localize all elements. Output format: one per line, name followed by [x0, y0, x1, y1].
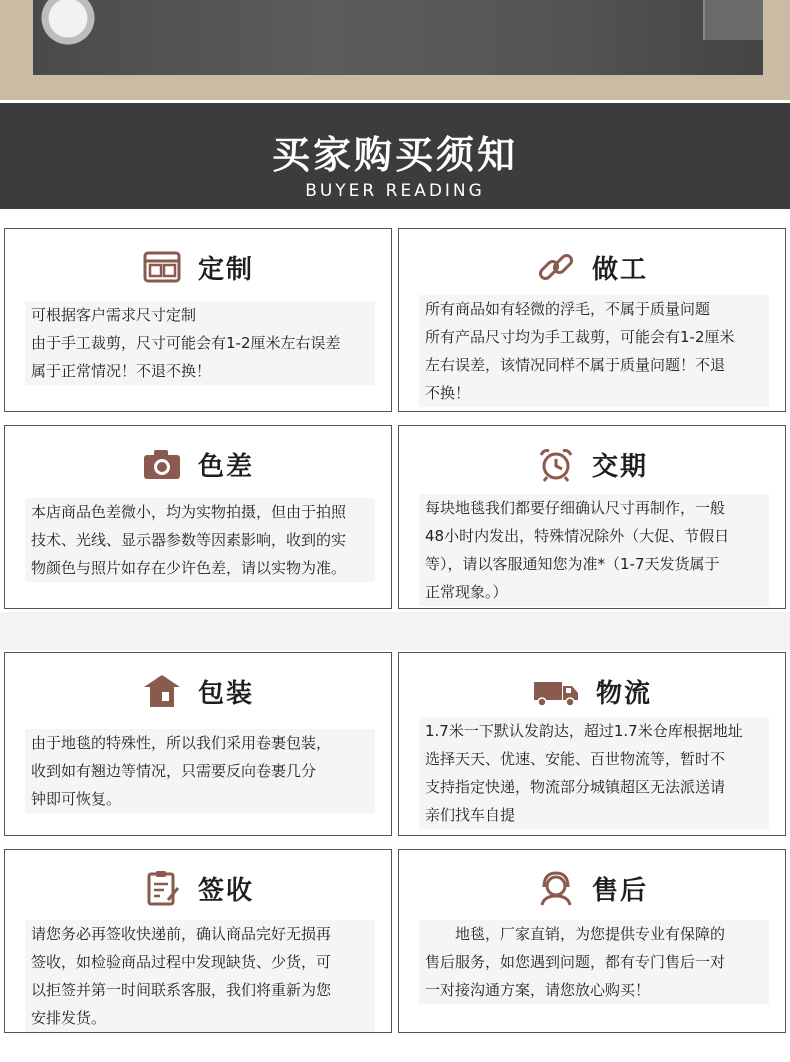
text-line: 属于正常情况！不退不换！: [31, 362, 212, 380]
text-line: 正常现象。）: [425, 583, 508, 601]
product-photo: [33, 0, 763, 75]
text-line: 收到如有翘边等情况，只需要反向卷裹几分: [31, 762, 317, 780]
card-title: 定制: [197, 254, 254, 285]
card-header: [399, 247, 785, 287]
section-divider: [0, 612, 790, 650]
package-icon: [142, 673, 182, 709]
card-logistics: [398, 652, 786, 836]
card-workmanship: [398, 228, 786, 412]
text-line: 等），请以客服通知您为准*（1-7天发货属于: [425, 555, 720, 573]
card-title: 物流: [595, 678, 652, 709]
buyer-reading-banner: [0, 103, 790, 209]
truck-icon: [532, 673, 580, 709]
text-line: 每块地毯我们都要仔细确认尺寸再制作，一般: [425, 499, 726, 517]
card-sign-for: [4, 849, 392, 1033]
card-text: [25, 498, 375, 582]
card-title: 做工: [591, 254, 648, 285]
card-text: [419, 920, 769, 1004]
banner-title: 买家购买须知: [271, 133, 518, 177]
text-line: 由于手工裁剪，尺寸可能会有1-2厘米左右误差: [31, 334, 341, 352]
text-line: 钟即可恢复。: [31, 790, 122, 808]
card-header: [5, 444, 391, 484]
door-image: [703, 0, 763, 40]
card-title: 交期: [591, 451, 648, 482]
text-line: 一对接沟通方案，请您放心购买！: [425, 981, 651, 999]
customer-service-icon: [536, 870, 576, 906]
card-header: [5, 868, 391, 908]
alarm-clock-icon: [536, 446, 576, 482]
card-after-sales: [398, 849, 786, 1033]
card-header: [399, 868, 785, 908]
card-packaging: [4, 652, 392, 836]
text-line: 亲们找车自提: [425, 806, 516, 824]
text-line: 所有商品如有轻微的浮毛，不属于质量问题: [425, 300, 711, 318]
link-icon: [536, 249, 576, 285]
card-text: [25, 920, 375, 1032]
text-line: 选择天天、优速、安能、百世物流等，暂时不: [425, 750, 726, 768]
card-header: [399, 444, 785, 484]
shoe-image: [33, 0, 103, 60]
text-line: 1.7米一下默认发韵达，超过1.7米仓库根据地址: [425, 722, 743, 740]
card-title: 色差: [197, 451, 254, 482]
text-line: 可根据客户需求尺寸定制: [31, 306, 197, 324]
text-line: 地毯，厂家直销，为您提供专业有保障的: [425, 925, 726, 943]
card-delivery-time: [398, 425, 786, 609]
card-title: 签收: [197, 875, 254, 906]
text-line: 支持指定快递，物流部分城镇超区无法派送请: [425, 778, 726, 796]
text-line: 48小时内发出，特殊情况除外（大促、节假日: [425, 527, 730, 545]
text-line: 请您务必再签收快递前，确认商品完好无损再: [31, 925, 332, 943]
text-line: 所有产品尺寸均为手工裁剪，可能会有1-2厘米: [425, 328, 735, 346]
card-text: [419, 295, 769, 407]
card-title: 包装: [197, 678, 254, 709]
card-header: [5, 671, 391, 711]
clipboard-icon: [142, 870, 182, 906]
card-title: 售后: [591, 875, 648, 906]
text-line: 以拒签并第一时间联系客服，我们将重新为您: [31, 981, 332, 999]
card-customization: [4, 228, 392, 412]
card-color-difference: [4, 425, 392, 609]
text-line: 由于地毯的特殊性，所以我们采用卷裹包装，: [31, 734, 332, 752]
text-line: 本店商品色差微小，均为实物拍摄，但由于拍照: [31, 503, 347, 521]
banner-subtitle: BUYER READING: [305, 181, 485, 201]
card-header: [399, 671, 785, 711]
camera-icon: [142, 446, 182, 482]
text-line: 技术、光线、显示器参数等因素影响，收到的实: [31, 531, 347, 549]
text-line: 不换！: [425, 384, 471, 402]
card-text: [419, 717, 769, 829]
text-line: 售后服务，如您遇到问题，都有专门售后一对: [425, 953, 726, 971]
card-text: [25, 301, 375, 385]
text-line: 签收，如检验商品过程中发现缺货、少货，可: [31, 953, 332, 971]
card-header: [5, 247, 391, 287]
top-photo-frame: [0, 0, 790, 100]
window-icon: [142, 249, 182, 285]
text-line: 物颜色与照片如存在少许色差，请以实物为准。: [31, 559, 347, 577]
card-text: [25, 729, 375, 813]
text-line: 安排发货。: [31, 1009, 107, 1027]
card-text: [419, 494, 769, 606]
text-line: 左右误差，该情况同样不属于质量问题！不退: [425, 356, 726, 374]
